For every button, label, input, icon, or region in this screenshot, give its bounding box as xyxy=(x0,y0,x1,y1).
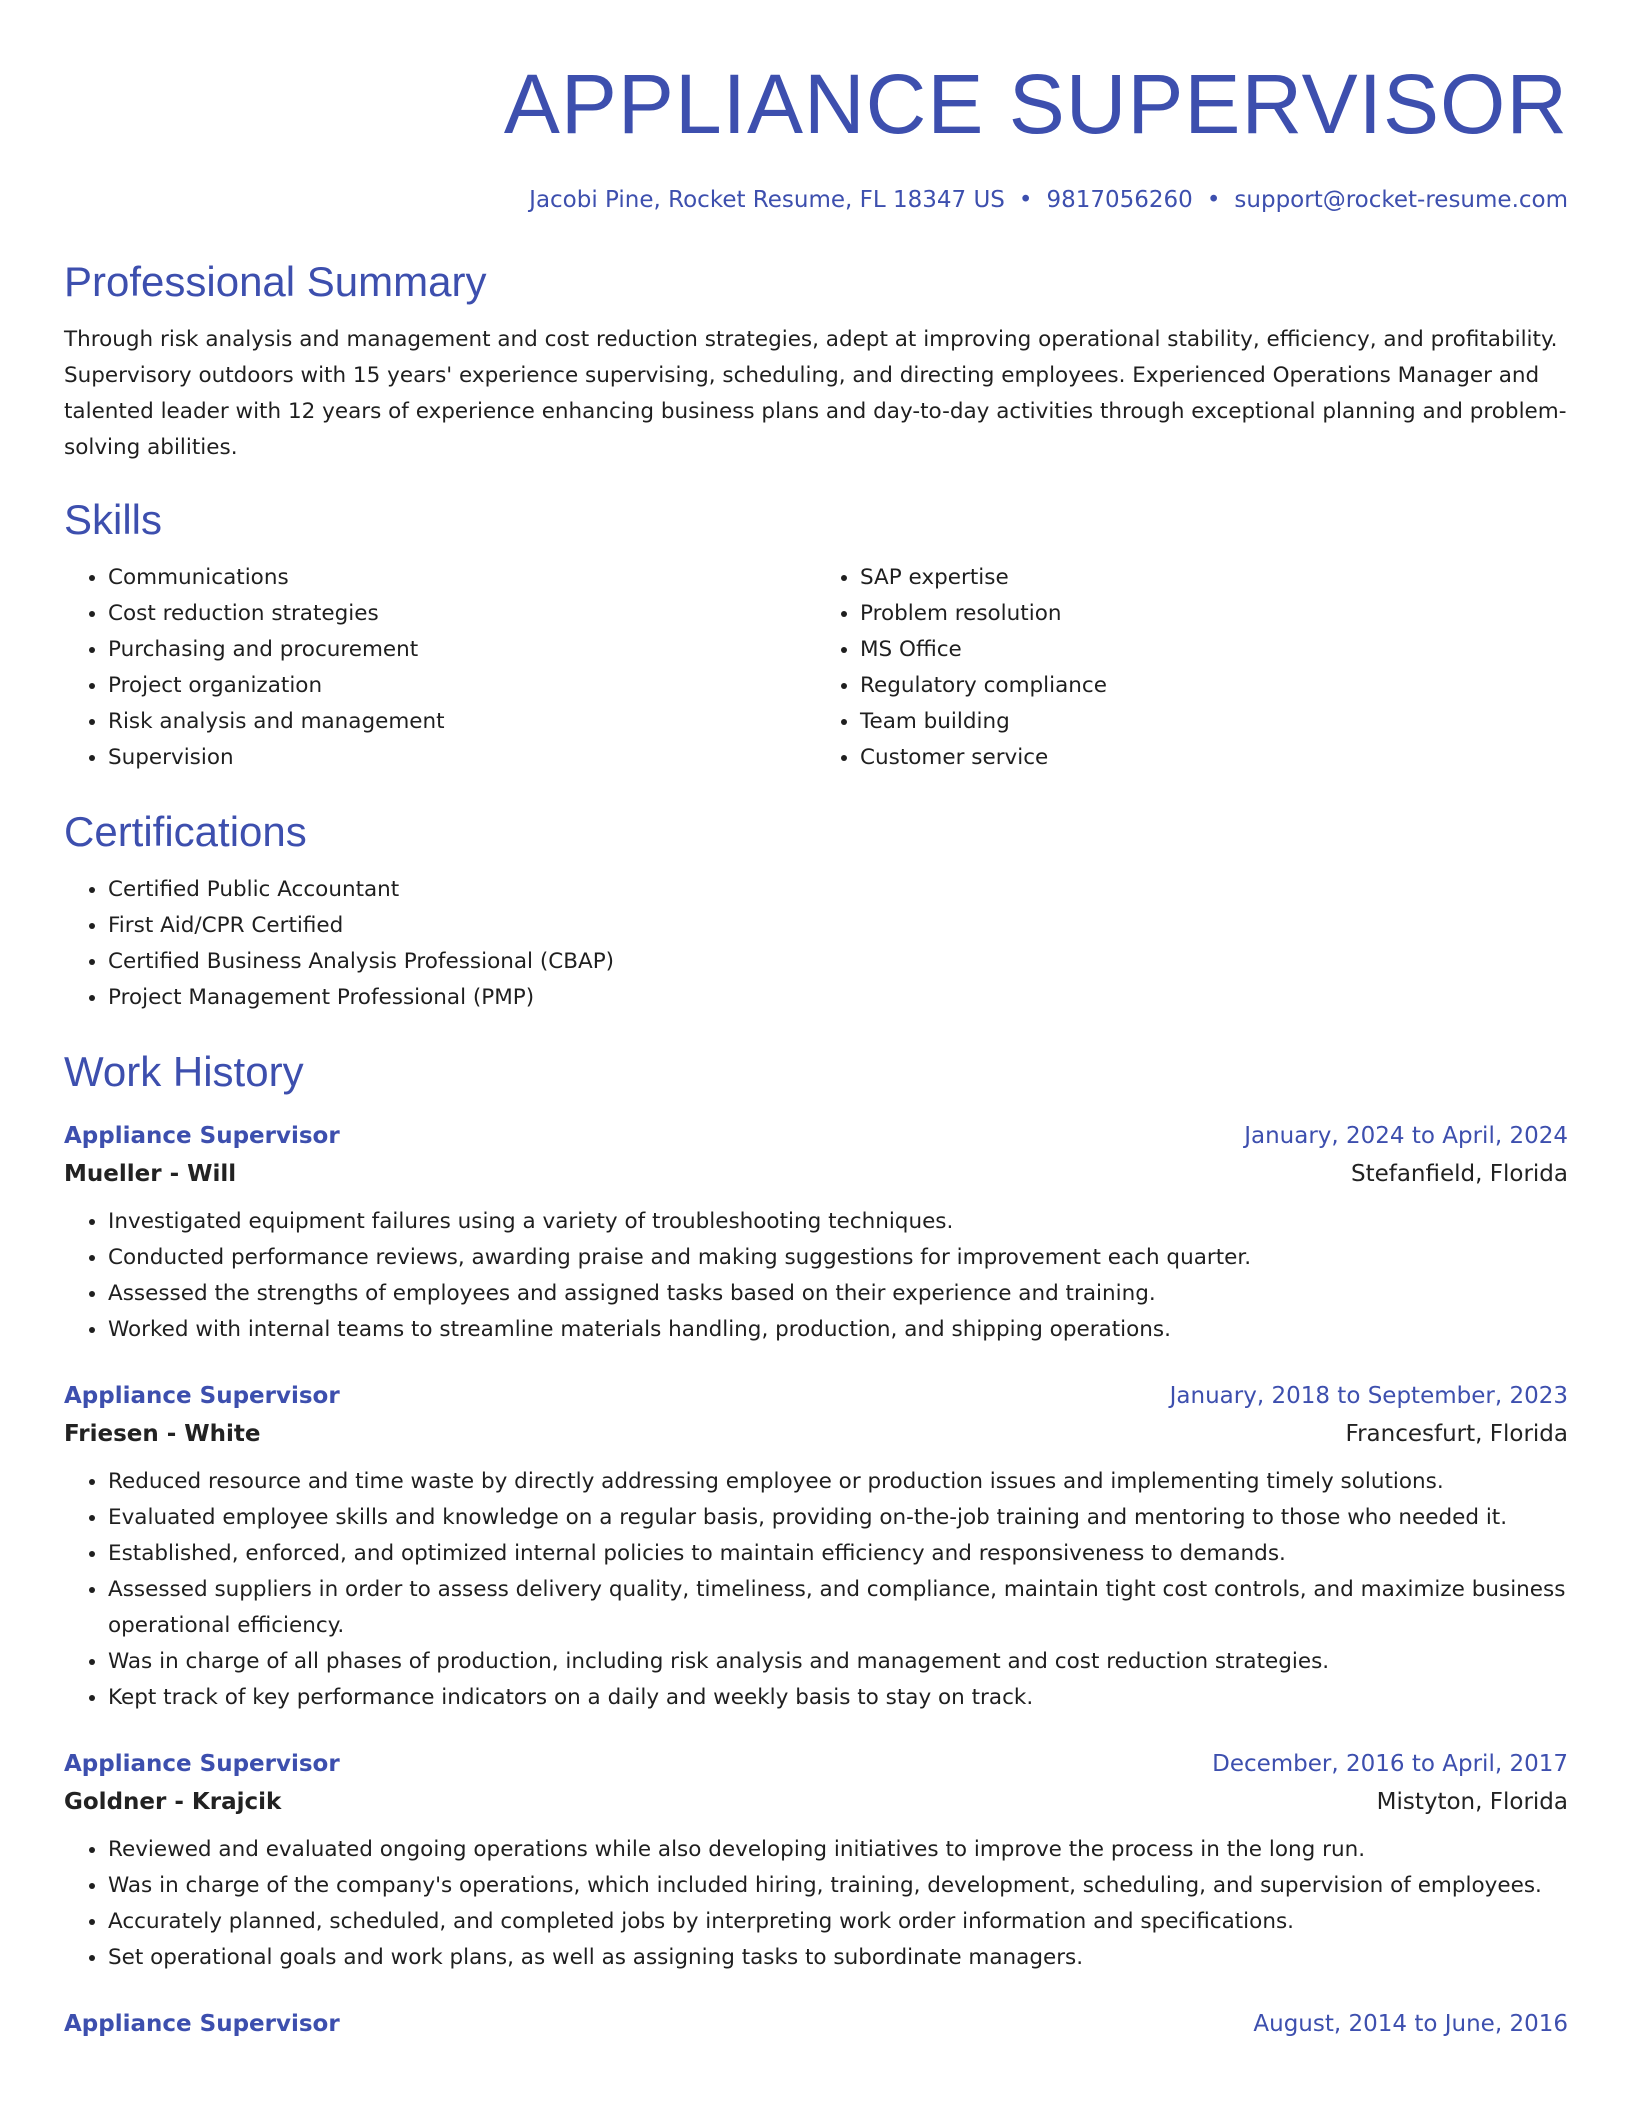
job-bullet: • Investigated equipment failures using a variety of troubleshooting techniques. xyxy=(108,1204,1568,1240)
job-entry xyxy=(64,2006,1568,2042)
job-location: Mistyton, Florida xyxy=(1376,1789,1568,1815)
skills-grid xyxy=(64,560,1568,776)
work-history-section xyxy=(64,1044,1568,2042)
job-location: Stefanfield, Florida xyxy=(1350,1161,1568,1187)
skill-item: • Purchasing and procurement xyxy=(108,632,816,668)
certification-item: • Project Management Professional (PMP) xyxy=(108,980,1568,1016)
skill-item: • Cost reduction strategies xyxy=(108,596,816,632)
job-bullet: • Evaluated employee skills and knowledge on a regular basis, providing on-the-job training and mentoring to those who needed it. xyxy=(108,1500,1568,1536)
job-bullet: • Worked with internal teams to streamline materials handling, production, and shipping operations. xyxy=(108,1312,1568,1348)
skill-item: • Project organization xyxy=(108,668,816,704)
job-bullet: • Kept track of key performance indicators on a daily and weekly basis to stay on track. xyxy=(108,1680,1568,1716)
contact-address: Jacobi Pine, Rocket Resume, FL 18347 US xyxy=(529,187,1005,213)
certifications-list xyxy=(64,872,1568,1016)
job-dates: January, 2018 to September, 2023 xyxy=(1169,1383,1568,1409)
professional-summary-section xyxy=(64,254,1568,466)
job-dates: August, 2014 to June, 2016 xyxy=(1253,2011,1568,2037)
job-bullet: • Conducted performance reviews, awarding praise and making suggestions for improvement each quarter. xyxy=(108,1240,1568,1276)
skill-item: • SAP expertise xyxy=(860,560,1568,596)
job-title: Appliance Supervisor xyxy=(64,1123,340,1149)
job-bullet: • Reduced resource and time waste by directly addressing employee or production issues and implementing timely solutions. xyxy=(108,1464,1568,1500)
job-title: Appliance Supervisor xyxy=(64,2011,340,2037)
job-dates: December, 2016 to April, 2017 xyxy=(1212,1751,1568,1777)
job-bullet: • Reviewed and evaluated ongoing operations while also developing initiatives to improve the process in the long run. xyxy=(108,1832,1568,1868)
job-title: Appliance Supervisor xyxy=(64,1751,340,1777)
certification-item: • Certified Public Accountant xyxy=(108,872,1568,908)
skill-item: • MS Office xyxy=(860,632,1568,668)
certification-item: • First Aid/CPR Certified xyxy=(108,908,1568,944)
job-bullet: • Assessed the strengths of employees and assigned tasks based on their experience and training. xyxy=(108,1276,1568,1312)
job-title: Appliance Supervisor xyxy=(64,1383,340,1409)
job-bullet: • Set operational goals and work plans, as well as assigning tasks to subordinate managers. xyxy=(108,1940,1568,1976)
job-entry xyxy=(64,1746,1568,1976)
job-bullet: • Accurately planned, scheduled, and completed jobs by interpreting work order information and specifications. xyxy=(108,1904,1568,1940)
skill-item: • Communications xyxy=(108,560,816,596)
section-heading: Skills xyxy=(64,496,163,543)
contact-separator: • xyxy=(1018,187,1033,213)
contact-separator: • xyxy=(1206,187,1221,213)
skill-item: • Supervision xyxy=(108,740,816,776)
job-company: Friesen - White xyxy=(64,1421,261,1447)
contact-email[interactable]: support@rocket-resume.com xyxy=(1234,187,1568,213)
section-heading: Work History xyxy=(64,1048,304,1095)
job-entry xyxy=(64,1118,1568,1348)
job-dates: January, 2024 to April, 2024 xyxy=(1244,1123,1568,1149)
skills-section xyxy=(64,492,1568,776)
contact-phone[interactable]: 9817056260 xyxy=(1046,187,1193,213)
skill-item: • Problem resolution xyxy=(860,596,1568,632)
skill-item: • Customer service xyxy=(860,740,1568,776)
job-bullet: • Assessed suppliers in order to assess delivery quality, timeliness, and compliance, maintain tight cost controls, and maximize business operational efficiency. xyxy=(108,1572,1568,1644)
contact-line xyxy=(64,184,1568,216)
section-heading: Certifications xyxy=(64,808,307,855)
certification-item: • Certified Business Analysis Professional (CBAP) xyxy=(108,944,1568,980)
summary-text: Through risk analysis and management and cost reduction strategies, adept at improving operational stability, efficiency, and profitability. Supervisory outdoors with 15 years' experience supervising, scheduling, and directing employees. Experienced Operations Manager and talented leader with 12 years of experience enhancing business plans and day-to-day activities through exceptional planning and problem-solving abilities. xyxy=(64,327,1567,460)
job-company: Mueller - Will xyxy=(64,1161,237,1187)
certifications-section xyxy=(64,804,1568,1016)
skills-list-left xyxy=(64,560,816,776)
skills-list-right xyxy=(816,560,1568,776)
job-bullet: • Was in charge of the company's operations, which included hiring, training, development, scheduling, and supervision of employees. xyxy=(108,1868,1568,1904)
job-location: Francesfurt, Florida xyxy=(1345,1421,1568,1447)
job-bullets xyxy=(64,1464,1568,1716)
job-entry xyxy=(64,1378,1568,1716)
skill-item: • Risk analysis and management xyxy=(108,704,816,740)
job-bullets xyxy=(64,1832,1568,1976)
job-bullet: • Established, enforced, and optimized internal policies to maintain efficiency and responsiveness to demands. xyxy=(108,1536,1568,1572)
skill-item: • Regulatory compliance xyxy=(860,668,1568,704)
job-bullet: • Was in charge of all phases of production, including risk analysis and management and cost reduction strategies. xyxy=(108,1644,1568,1680)
job-company: Goldner - Krajcik xyxy=(64,1789,282,1815)
skill-item: • Team building xyxy=(860,704,1568,740)
resume-title: APPLIANCE SUPERVISOR xyxy=(503,57,1568,151)
section-heading: Professional Summary xyxy=(64,258,487,305)
job-bullets xyxy=(64,1204,1568,1348)
